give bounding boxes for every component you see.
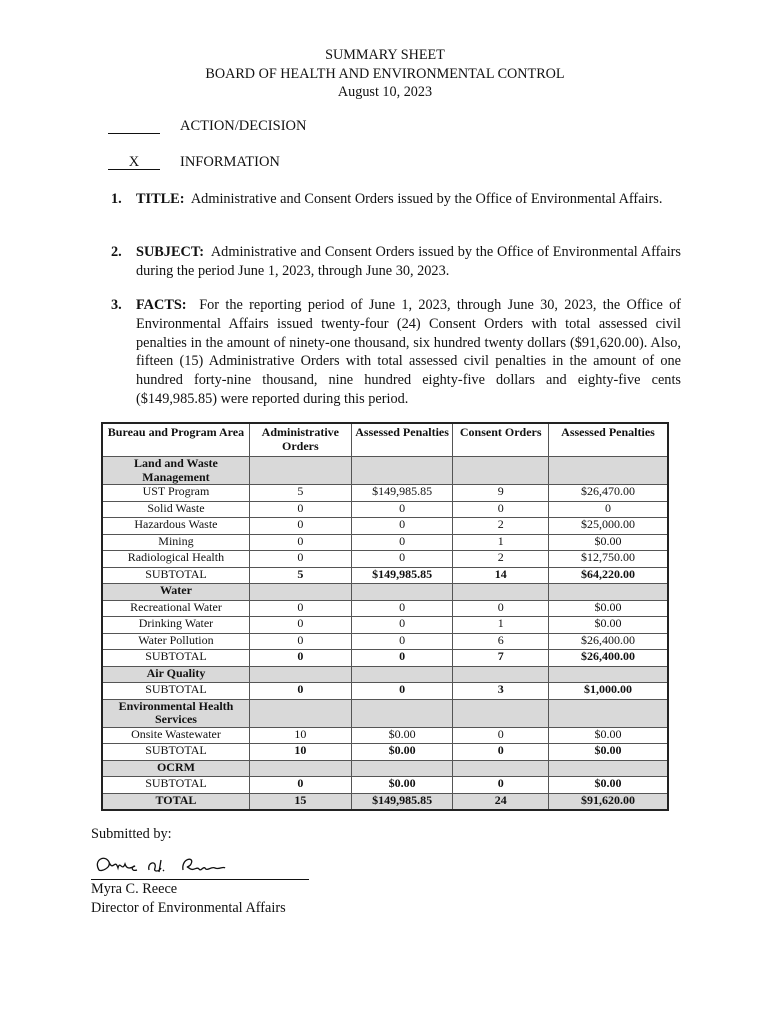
table-cell [351, 666, 453, 683]
table-cell: $64,220.00 [548, 567, 668, 584]
table-body [102, 457, 668, 811]
item-number: 3. [111, 297, 122, 313]
submitted-by-label: Submitted by: [91, 826, 172, 842]
table-cell: 0 [249, 617, 351, 634]
table-cell: 0 [249, 633, 351, 650]
table-cell: 0 [351, 534, 453, 551]
checklist-item-action [108, 118, 307, 136]
table-cell: 0 [249, 650, 351, 667]
table-cell: $0.00 [548, 534, 668, 551]
table-section-row [102, 457, 668, 485]
table-cell: 0 [249, 534, 351, 551]
table-section-row [102, 584, 668, 601]
table-cell [548, 457, 668, 485]
table-cell: $26,400.00 [548, 633, 668, 650]
table-cell [351, 457, 453, 485]
table-cell [548, 584, 668, 601]
signature-image [91, 850, 251, 880]
table-row [102, 727, 668, 744]
column-header: Assessed Penalties [548, 423, 668, 457]
table-cell: 2 [453, 518, 549, 535]
table-cell: UST Program [102, 485, 249, 502]
header-date: August 10, 2023 [337, 84, 433, 100]
table-cell: 0 [249, 777, 351, 794]
table-cell: SUBTOTAL [102, 567, 249, 584]
table-subtotal-row [102, 650, 668, 667]
table-cell: 0 [249, 501, 351, 518]
signer-name: Myra C. Reece [91, 881, 178, 897]
signer-title: Director of Environmental Affairs [91, 900, 286, 916]
table-row [102, 534, 668, 551]
table-cell: OCRM [102, 760, 249, 777]
column-header: Consent Orders [453, 423, 549, 457]
table-cell: 24 [453, 793, 549, 810]
table-cell: 14 [453, 567, 549, 584]
table-cell [351, 699, 453, 727]
table-cell: $26,400.00 [548, 650, 668, 667]
table-cell: 0 [351, 633, 453, 650]
table-cell [351, 584, 453, 601]
table-cell: 0 [249, 600, 351, 617]
table-cell: $0.00 [351, 744, 453, 761]
table-cell [453, 699, 549, 727]
table-cell [453, 666, 549, 683]
table-cell: Mining [102, 534, 249, 551]
table-cell: 15 [249, 793, 351, 810]
document-header [0, 46, 770, 102]
table-cell: 0 [351, 650, 453, 667]
table-cell: 0 [351, 683, 453, 700]
table-cell: 0 [351, 551, 453, 568]
item-text: Administrative and Consent Orders issued by the Office of Environmental Affairs during the period June 1, 2023, through June 30, 2023. [136, 244, 681, 279]
table-row [102, 600, 668, 617]
check-blank [108, 118, 160, 134]
header-title: SUMMARY SHEET [325, 47, 445, 63]
table-cell: Radiological Health [102, 551, 249, 568]
column-header: Assessed Penalties [351, 423, 453, 457]
table-subtotal-row [102, 683, 668, 700]
table-cell: $0.00 [351, 727, 453, 744]
table-cell: $149,985.85 [351, 567, 453, 584]
table-cell: 0 [249, 683, 351, 700]
table-cell: $25,000.00 [548, 518, 668, 535]
table-cell [548, 760, 668, 777]
table-cell: 5 [249, 567, 351, 584]
table-cell: 0 [249, 518, 351, 535]
table-subtotal-row [102, 777, 668, 794]
table-section-row [102, 760, 668, 777]
table-cell: 0 [351, 518, 453, 535]
table-row [102, 518, 668, 535]
table-cell: 0 [351, 600, 453, 617]
item-heading: SUBJECT: [136, 244, 205, 260]
table-row [102, 617, 668, 634]
table-cell: $149,985.85 [351, 793, 453, 810]
table-cell: $0.00 [548, 744, 668, 761]
table-cell [249, 760, 351, 777]
table-header-row [102, 423, 668, 457]
check-label: ACTION/DECISION [180, 118, 307, 134]
item-heading: TITLE: [136, 191, 185, 207]
table-cell: Water [102, 584, 249, 601]
table-section-row [102, 699, 668, 727]
table-cell: 5 [249, 485, 351, 502]
item-text: Administrative and Consent Orders issued by the Office of Environmental Affairs. [190, 191, 663, 207]
item-text: For the reporting period of June 1, 2023, through June 30, 2023, the Office of Environmental Affairs issued twenty-four (24) Consent Orders with total assessed civil penalties in the amount of ninety-one thousand, six hundred twenty dollars ($91,620.00). Also, fifteen (15) Administrative Orders with total assessed civil penalties in the amount of one hundred forty-nine thousand, nine hundred eighty-five dollars and eighty-five cents ($149,985.85) were reported during this period. [136, 297, 681, 407]
table-cell: 0 [351, 501, 453, 518]
item-number: 2. [111, 244, 122, 260]
table-row [102, 485, 668, 502]
table-cell: 2 [453, 551, 549, 568]
table-total-row [102, 793, 668, 810]
table-cell: SUBTOTAL [102, 683, 249, 700]
table-section-row [102, 666, 668, 683]
table-cell: Onsite Wastewater [102, 727, 249, 744]
table-cell: 9 [453, 485, 549, 502]
table-cell: 0 [453, 744, 549, 761]
table-subtotal-row [102, 744, 668, 761]
table-cell: $12,750.00 [548, 551, 668, 568]
table-cell: 1 [453, 617, 549, 634]
table-cell: $26,470.00 [548, 485, 668, 502]
item-number: 1. [111, 191, 122, 207]
table-cell: $1,000.00 [548, 683, 668, 700]
table-cell: 0 [453, 777, 549, 794]
table-cell [548, 699, 668, 727]
table-row [102, 633, 668, 650]
check-label: INFORMATION [180, 154, 280, 170]
table-cell: 10 [249, 744, 351, 761]
table-cell [249, 584, 351, 601]
table-cell [548, 666, 668, 683]
table-cell: Environmental Health Services [102, 699, 249, 727]
table-row [102, 501, 668, 518]
check-blank: X [108, 154, 160, 170]
table-cell: Land and Waste Management [102, 457, 249, 485]
table-cell: $149,985.85 [351, 485, 453, 502]
item-subject [111, 243, 681, 281]
table-cell: 1 [453, 534, 549, 551]
table-cell: 0 [249, 551, 351, 568]
table-cell: 10 [249, 727, 351, 744]
table-cell: 7 [453, 650, 549, 667]
table-cell [249, 666, 351, 683]
checklist-item-information [108, 154, 280, 172]
table-cell: $0.00 [351, 777, 453, 794]
table-cell [453, 760, 549, 777]
header-board-name: BOARD OF HEALTH AND ENVIRONMENTAL CONTROL [205, 65, 565, 82]
table-cell [351, 760, 453, 777]
table-cell [453, 457, 549, 485]
table-cell: Recreational Water [102, 600, 249, 617]
item-title [111, 190, 681, 209]
table-subtotal-row [102, 567, 668, 584]
column-header: Administrative Orders [249, 423, 351, 457]
table-cell: Air Quality [102, 666, 249, 683]
table-cell: 6 [453, 633, 549, 650]
column-header: Bureau and Program Area [102, 423, 249, 457]
table-cell: Water Pollution [102, 633, 249, 650]
table-cell: 0 [453, 727, 549, 744]
table-cell [249, 699, 351, 727]
table-cell: $0.00 [548, 727, 668, 744]
table-row [102, 551, 668, 568]
table-cell: TOTAL [102, 793, 249, 810]
signer-block [91, 880, 286, 918]
table-cell: 0 [548, 501, 668, 518]
table-cell: 0 [453, 501, 549, 518]
table-cell: SUBTOTAL [102, 744, 249, 761]
table-cell: $0.00 [548, 617, 668, 634]
table-cell: SUBTOTAL [102, 777, 249, 794]
table-cell: 0 [453, 600, 549, 617]
table-cell: $91,620.00 [548, 793, 668, 810]
table-cell: SUBTOTAL [102, 650, 249, 667]
table-cell: Solid Waste [102, 501, 249, 518]
signature [91, 850, 311, 880]
table-cell: $0.00 [548, 777, 668, 794]
table-cell: Drinking Water [102, 617, 249, 634]
table-cell: 0 [351, 617, 453, 634]
table-cell [249, 457, 351, 485]
table-cell: 3 [453, 683, 549, 700]
item-facts [111, 296, 681, 409]
item-heading: FACTS: [136, 297, 187, 313]
table-cell [453, 584, 549, 601]
orders-table [101, 422, 669, 811]
table-cell: Hazardous Waste [102, 518, 249, 535]
table-cell: $0.00 [548, 600, 668, 617]
